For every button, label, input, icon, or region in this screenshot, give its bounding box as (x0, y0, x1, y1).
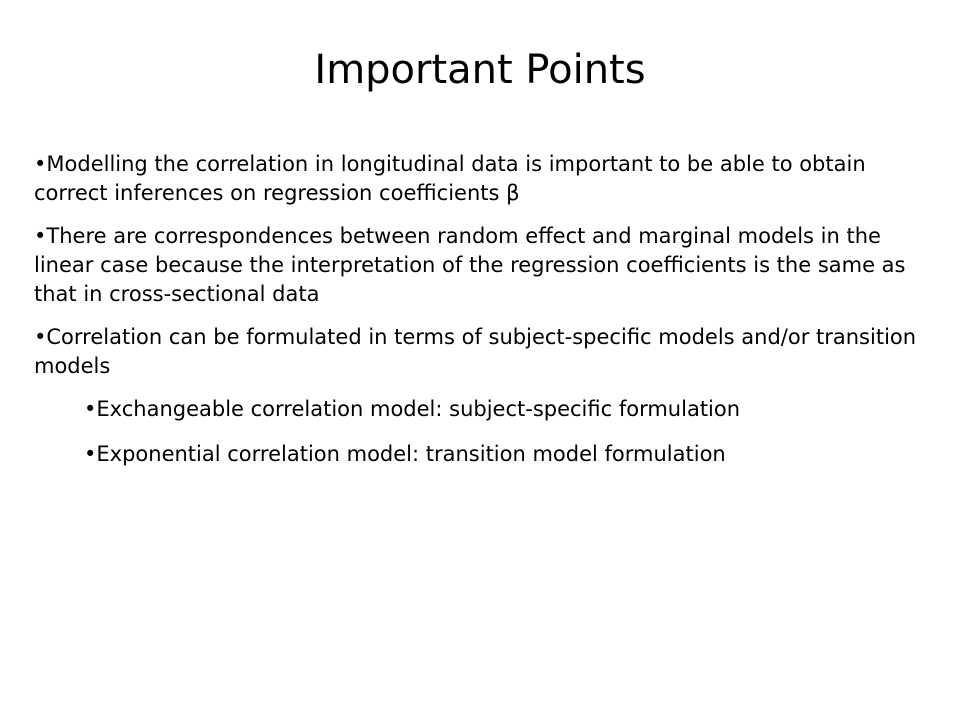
slide-title: Important Points (314, 47, 646, 93)
bullet-text: There are correspondences between random effect and marginal models in the linear case because the interpretation of the regression coefficients is the same as that in cross-sectional data (34, 224, 906, 306)
bullet-list (34, 150, 934, 485)
bullet-icon: • (34, 152, 47, 176)
bullet-point (34, 150, 934, 208)
bullet-text: Modelling the correlation in longitudinal data is important to be able to obtain correct inferences on regression coefficients β (34, 152, 866, 205)
bullet-point (34, 323, 934, 381)
sub-bullet-point (84, 440, 934, 469)
bullet-text: Exchangeable correlation model: subject-specific formulation (96, 397, 741, 421)
bullet-icon: • (84, 397, 97, 421)
bullet-icon: • (84, 442, 97, 466)
sub-bullet-point (84, 395, 934, 424)
bullet-text: Correlation can be formulated in terms of subject-specific models and/or transition models (34, 325, 917, 378)
bullet-icon: • (34, 325, 47, 349)
bullet-point (34, 222, 934, 309)
bullet-icon: • (34, 224, 47, 248)
bullet-text: Exponential correlation model: transition model formulation (96, 442, 726, 466)
